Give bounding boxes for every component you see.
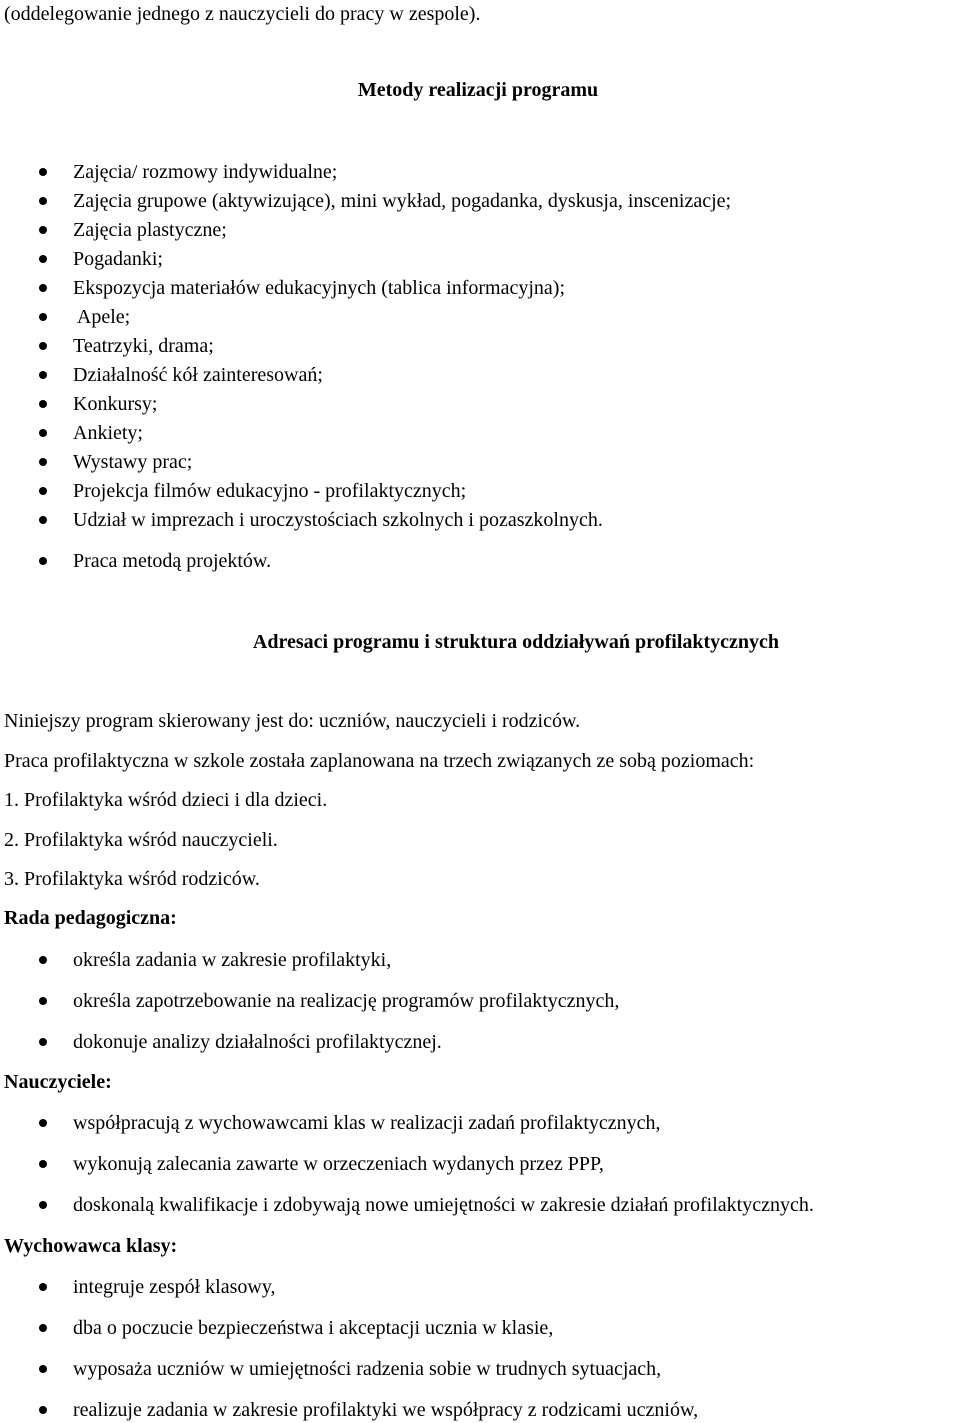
list-item: dba o poczucie bezpieczeństwa i akceptacji ucznia w klasie, <box>73 1316 553 1340</box>
list-item: Projekcja filmów edukacyjno - profilaktycznych; <box>73 479 466 503</box>
list-item: Udział w imprezach i uroczystościach szkolnych i pozaszkolnych. <box>73 508 603 532</box>
list-item: realizuje zadania w zakresie profilaktyki we współpracy z rodzicami uczniów, <box>73 1398 698 1422</box>
list-item: Ekspozycja materiałów edukacyjnych (tablica informacyjna); <box>73 276 565 300</box>
bullet-icon <box>39 487 47 495</box>
list-item: Praca metodą projektów. <box>73 549 271 573</box>
list-item: Ankiety; <box>73 421 143 445</box>
list-item: określa zadania w zakresie profilaktyki, <box>73 948 391 972</box>
council-heading: Rada pedagogiczna: <box>4 907 177 929</box>
list-item: Konkursy; <box>73 392 157 416</box>
bullet-icon <box>39 1201 47 1209</box>
bullet-icon <box>39 226 47 234</box>
bullet-icon <box>39 1406 47 1414</box>
list-item: Zajęcia/ rozmowy indywidualne; <box>73 160 337 184</box>
bullet-icon <box>39 255 47 263</box>
recipients-paragraph-2: Praca profilaktyczna w szkole została zaplanowana na trzech związanych ze sobą poziomach: <box>4 750 755 772</box>
bullet-icon <box>39 1365 47 1373</box>
list-item: współpracują z wychowawcami klas w realizacji zadań profilaktycznych, <box>73 1111 661 1135</box>
bullet-icon <box>39 371 47 379</box>
bullet-icon <box>39 1038 47 1046</box>
intro-line: (oddelegowanie jednego z nauczycieli do pracy w zespole). <box>4 3 481 25</box>
bullet-icon <box>39 1119 47 1127</box>
bullet-icon <box>39 400 47 408</box>
bullet-icon <box>39 516 47 524</box>
teachers-heading: Nauczyciele: <box>4 1071 112 1093</box>
list-item: Zajęcia plastyczne; <box>73 218 227 242</box>
list-item: Wystawy prac; <box>73 450 192 474</box>
bullet-icon <box>39 1160 47 1168</box>
bullet-icon <box>39 1324 47 1332</box>
bullet-icon <box>39 168 47 176</box>
bullet-icon <box>39 997 47 1005</box>
bullet-icon <box>39 458 47 466</box>
level-2: 2. Profilaktyka wśród nauczycieli. <box>4 829 278 851</box>
list-item: doskonalą kwalifikacje i zdobywają nowe umiejętności w zakresie działań profilaktycznych. <box>73 1193 814 1217</box>
bullet-icon <box>39 429 47 437</box>
bullet-icon <box>39 557 47 565</box>
list-item: dokonuje analizy działalności profilaktycznej. <box>73 1030 442 1054</box>
form-teacher-heading: Wychowawca klasy: <box>4 1235 178 1257</box>
list-item: określa zapotrzebowanie na realizację programów profilaktycznych, <box>73 989 619 1013</box>
bullet-icon <box>39 956 47 964</box>
list-item: Pogadanki; <box>73 247 163 271</box>
bullet-icon <box>39 197 47 205</box>
list-item: Apele; <box>73 305 130 329</box>
bullet-icon <box>39 284 47 292</box>
list-item: Zajęcia grupowe (aktywizujące), mini wykład, pogadanka, dyskusja, inscenizacje; <box>73 189 731 213</box>
level-1: 1. Profilaktyka wśród dzieci i dla dzieci. <box>4 789 328 811</box>
bullet-icon <box>39 342 47 350</box>
level-3: 3. Profilaktyka wśród rodziców. <box>4 868 260 890</box>
bullet-icon <box>39 313 47 321</box>
list-item: Działalność kół zainteresowań; <box>73 363 323 387</box>
list-item: integruje zespół klasowy, <box>73 1275 276 1299</box>
recipients-paragraph-1: Niniejszy program skierowany jest do: uczniów, nauczycieli i rodziców. <box>4 710 581 732</box>
list-item: Teatrzyki, drama; <box>73 334 214 358</box>
bullet-icon <box>39 1283 47 1291</box>
list-item: wykonują zalecania zawarte w orzeczeniach wydanych przez PPP, <box>73 1152 604 1176</box>
list-item: wyposaża uczniów w umiejętności radzenia sobie w trudnych sytuacjach, <box>73 1357 661 1381</box>
methods-heading: Metody realizacji programu <box>357 79 599 101</box>
recipients-heading: Adresaci programu i struktura oddziaływań profilaktycznych <box>252 631 780 653</box>
